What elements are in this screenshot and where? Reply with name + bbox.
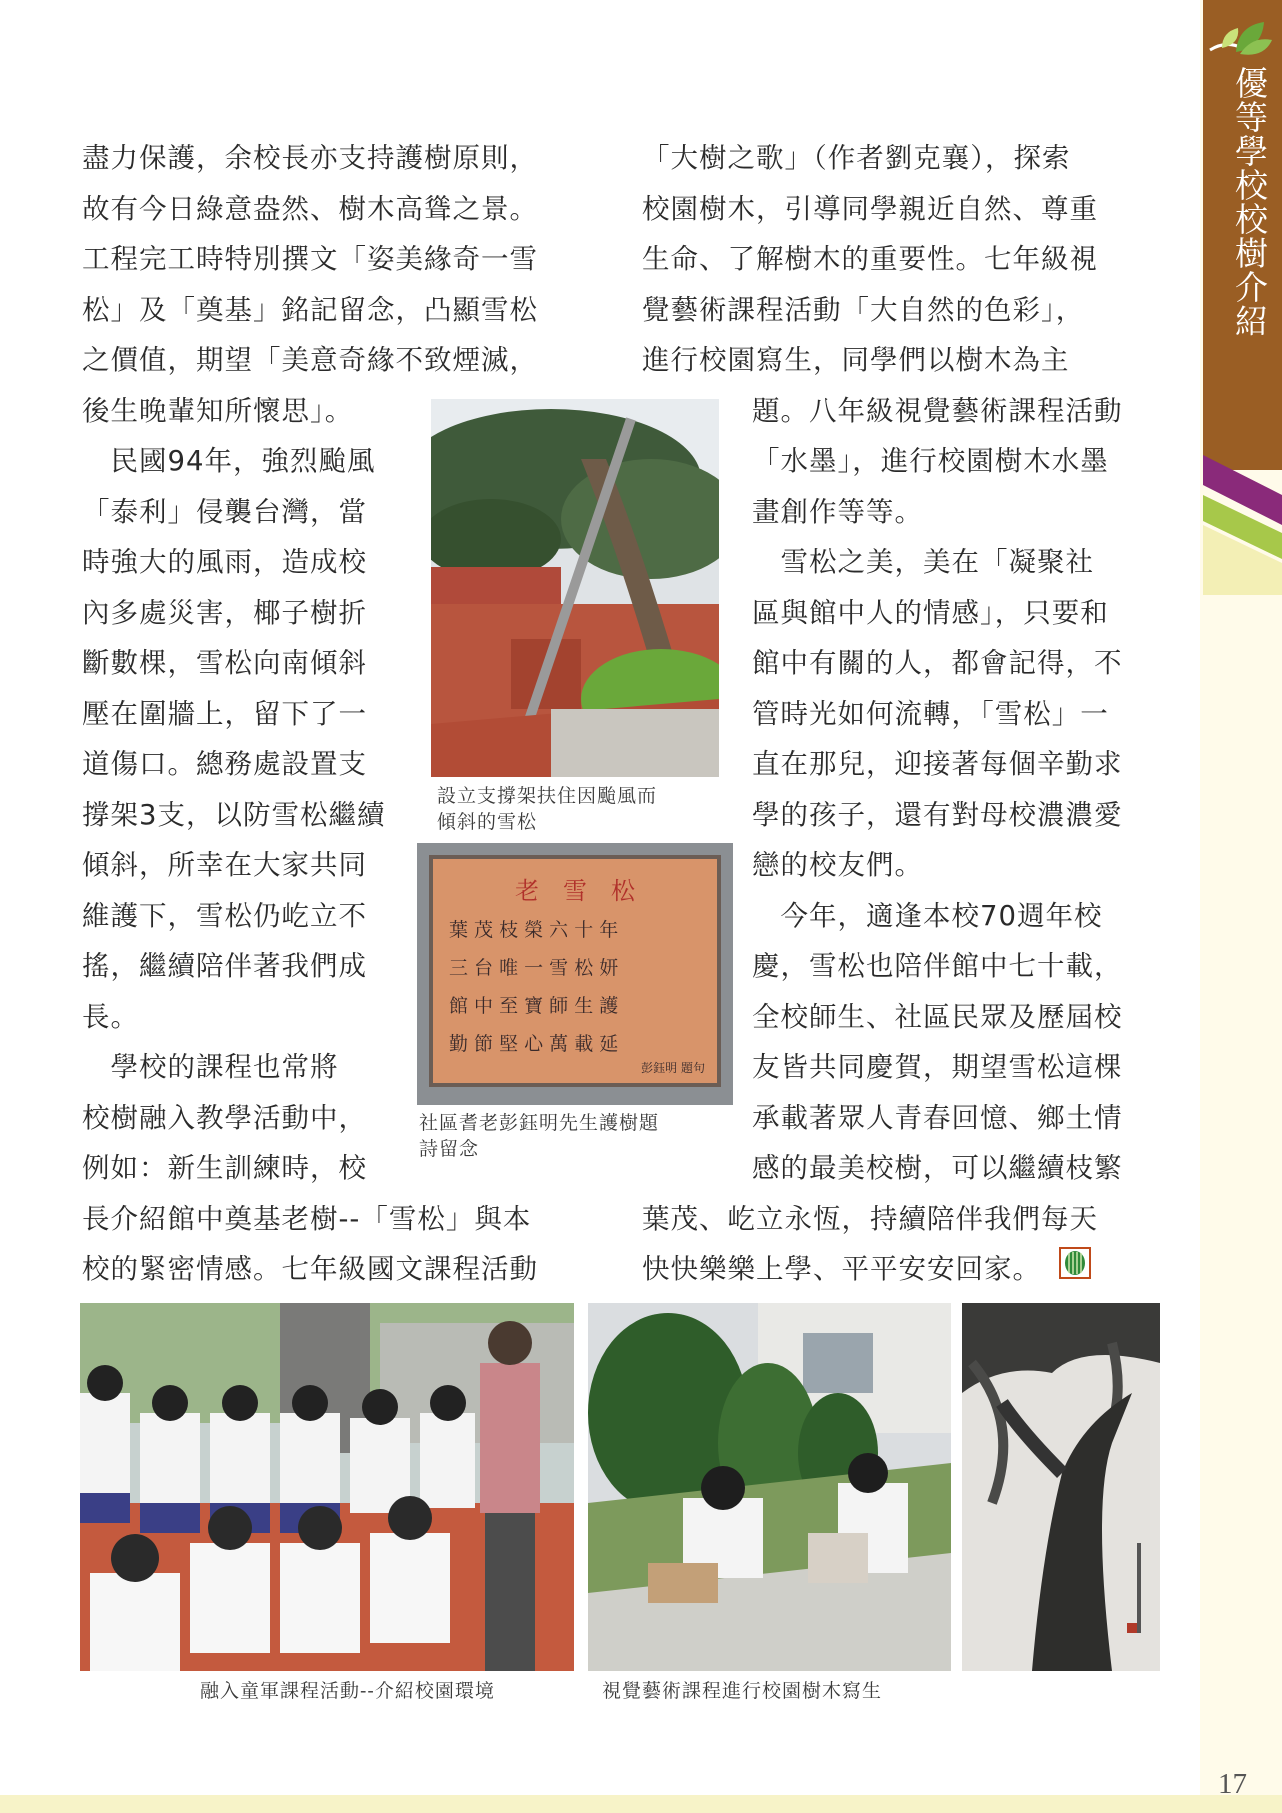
text-line: 全校師生、社區民眾及歷屆校 [752,1000,1123,1033]
text-line: 承載著眾人青春回憶、鄉土情 [752,1101,1123,1134]
plaque-title: 老 雪 松 [515,877,635,905]
text-line: 壓在圍牆上，留下了一 [82,697,367,730]
text-line: 「泰利」侵襲台灣，當 [82,495,367,528]
leaf-icon [1208,18,1274,62]
text-line: 時強大的風雨，造成校 [82,546,367,578]
text-line: 搖，繼續陪伴著我們成 [82,950,367,982]
scouts-activity-photo [80,1303,574,1671]
text-line: 松」及「奠基」銘記留念，凸顯雪松 [82,293,538,326]
text-line: 工程完工時特別撰文「姿美緣奇一雪 [82,243,538,275]
text-line: 內多處災害，椰子樹折 [82,596,367,629]
plaque-row: 館 中 至 寶 師 生 護 [449,995,619,1017]
support-photo-caption: 設立支撐架扶住因颱風而 傾斜的雪松 [437,785,658,833]
text-line: 雪松之美，美在「凝聚社 [752,546,1094,578]
plaque-row: 葉 茂 枝 榮 六 十 年 [449,919,619,941]
plaque [429,855,721,1087]
text-line: 盡力保護，余校長亦支持護樹原則， [82,142,538,174]
page-number: 17 [1218,1768,1247,1800]
text-line: 感的最美校樹，可以繼續枝繁 [752,1152,1123,1184]
text-line: 「大樹之歌」（作者劉克襄），探索 [642,142,1071,174]
text-line: 學的孩子，還有對母校濃濃愛 [752,798,1123,831]
text-line: 之價值，期望「美意奇緣不致煙滅， [82,344,538,376]
sketching-photo [588,1303,951,1671]
text-line: 進行校園寫生，同學們以樹木為主 [642,344,1070,376]
tree-support-photo [431,399,719,777]
section-title: 優等學校校樹介紹 [1230,66,1269,338]
text-line: 戀的校友們。 [752,849,923,881]
text-line: 民國94年，強烈颱風 [82,445,376,477]
text-line: 慶，雪松也陪伴館中七十載， [752,950,1123,982]
text-line: 友皆共同慶賀，期望雪松這棵 [752,1051,1123,1083]
scouts-photo-caption: 融入童軍課程活動--介紹校園環境 [200,1680,495,1702]
text-line: 校樹融入教學活動中， [82,1101,367,1134]
text-line: 葉茂、屹立永恆，持續陪伴我們每天 [642,1202,1098,1235]
text-line: 故有今日綠意盎然、樹木高聳之景。 [82,192,538,225]
bottom-border [0,1795,1282,1813]
text-line: 長。 [82,1000,139,1033]
poem-plaque-photo [417,843,733,1105]
text-line: 維護下，雪松仍屹立不 [82,899,367,932]
text-line: 後生晚輩知所懷思」。 [82,394,354,427]
text-line: 題。八年級視覺藝術課程活動 [752,394,1123,427]
plaque-row: 勤 節 堅 心 萬 載 延 [449,1033,619,1055]
text-line: 「水墨」，進行校園樹木水墨 [752,445,1109,477]
text-line: 撐架3支，以防雪松繼續 [82,798,386,831]
text-line: 校的緊密情感。七年級國文課程活動 [82,1253,538,1285]
text-line: 管時光如何流轉，「雪松」一 [752,697,1109,730]
plaque-signature: 彭鈺明 題句 [641,1061,705,1075]
text-line: 校園樹木，引導同學親近自然、尊重 [642,192,1098,225]
text-line: 畫創作等等。 [752,495,923,528]
ink-painting-photo [962,1303,1160,1671]
text-line: 長介紹館中奠基老樹--「雪松」與本 [82,1202,532,1235]
plaque-photo-caption: 社區耆老彭鈺明先生護樹題 詩留念 [419,1112,660,1160]
decorative-stripes [1203,455,1282,595]
text-line: 直在那兒，迎接著每個辛勤求 [752,748,1123,780]
text-line: 館中有關的人，都會記得，不 [752,647,1123,679]
text-line: 斷數棵，雪松向南傾斜 [82,647,367,679]
text-line: 今年，適逢本校70週年校 [752,899,1103,932]
text-line: 覺藝術課程活動「大自然的色彩」， [642,293,1085,326]
text-line: 傾斜，所幸在大家共同 [82,849,367,881]
end-mark-icon [1059,1247,1091,1279]
text-line: 區與館中人的情感」，只要和 [752,596,1109,629]
text-line: 學校的課程也常將 [82,1051,339,1083]
text-line: 快快樂樂上學、平平安安回家。 [642,1253,1041,1285]
text-line: 例如：新生訓練時，校 [82,1152,367,1184]
plaque-row: 三 台 唯 一 雪 松 妍 [449,957,619,979]
sketching-photo-caption: 視覺藝術課程進行校園樹木寫生 [602,1680,883,1702]
text-line: 生命、了解樹木的重要性。七年級視 [642,243,1098,275]
text-line: 道傷口。總務處設置支 [82,748,367,780]
